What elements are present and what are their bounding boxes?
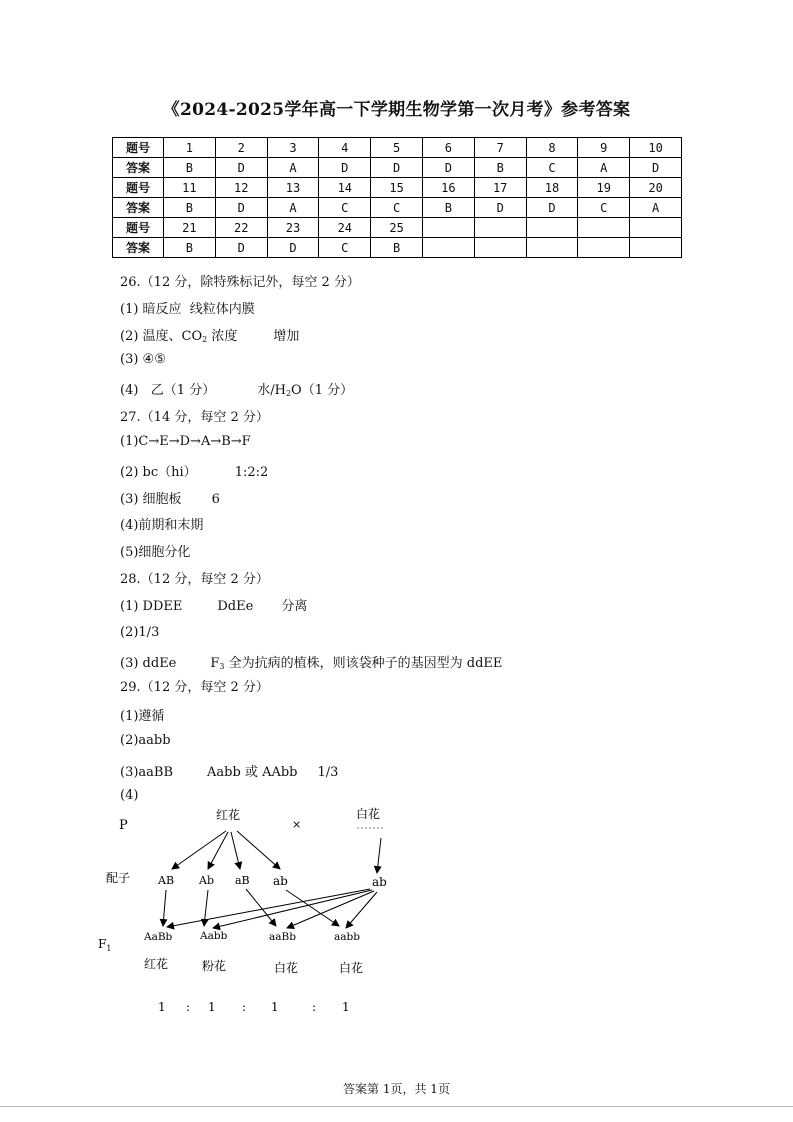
arrow-p1-Ab [208,832,228,869]
answer-table-cell: C [319,238,371,258]
cross-sign: × [292,818,302,831]
answer-table-cell: 17 [474,178,526,198]
answer-table-cell: A [578,158,630,178]
ratio-sep-3: : [312,1000,317,1014]
arrow-p1-ab [237,831,280,869]
gamete-aB: aB [235,874,250,887]
q26-answer-4-c: O（1 分） [291,383,354,398]
page-title: 《2024-2025学年高一下学期生物学第一次月考》参考答案 [162,100,631,120]
q26-answer-4-sub: 2 [285,389,292,398]
q27-answer-2-b: 1:2:2 [234,465,269,480]
answer-table-cell: D [371,158,423,178]
answer-table-cell: 13 [267,178,319,198]
q29-heading: 29.（12 分，每空 2 分） [120,680,269,695]
offspring-aabb: aabb [334,931,360,943]
arrow-ab-aabb [286,890,339,926]
answer-table-cell: 8 [526,138,578,158]
q29-answer-2: (2)aabb [120,733,171,748]
q29-answer-3-a: (3)aaBB [120,765,174,780]
q28-heading: 28.（12 分，每空 2 分） [120,572,269,587]
answer-table-cell: 11 [164,178,216,198]
arrow-Ab-Aabb [204,890,208,926]
answer-table-row-label: 答案 [113,158,164,178]
answer-table-cell: D [267,238,319,258]
arrow-AB-AaBb [163,890,166,926]
answer-table-cell: B [422,198,474,218]
f1-label-sub: 1 [106,944,112,953]
q29-answer-3-c: 1/3 [317,765,339,780]
arrow-p1-aB [231,832,240,869]
q26-answer-3: (3) ④⑤ [120,352,166,367]
q26-answer-4-a: (4) 乙（1 分） [120,383,216,398]
answer-table-cell: C [526,158,578,178]
answer-table-cell: 20 [630,178,682,198]
q29-answer-3-b: Aabb 或 AAbb [207,765,298,780]
q27-answer-1: (1)C→E→D→A→B→F [120,434,251,449]
q26-answer-2-tail: 浓度 [207,329,238,344]
q27-answer-3-b: 6 [211,492,220,507]
answer-table-cell: B [164,158,216,178]
ratio-sep-1: : [186,1000,191,1014]
gamete-Ab: Ab [199,874,214,887]
ratio-2: 1 [208,1000,216,1014]
answer-table-cell: 21 [164,218,216,238]
parent2-phenotype: 白花 [356,807,381,821]
answer-table-cell: 1 [164,138,216,158]
ratio-3: 1 [271,1000,279,1014]
answer-table-cell: 19 [578,178,630,198]
answer-table-cell: D [630,158,682,178]
answer-table-cell: 22 [215,218,267,238]
answer-table-cell: 5 [371,138,423,158]
q27-heading: 27.（14 分，每空 2 分） [120,410,269,425]
answer-table-cell: A [267,158,319,178]
q28-answer-2: (2)1/3 [120,625,160,640]
answer-table-cell: 4 [319,138,371,158]
parent1-phenotype: 红花 [216,808,241,822]
arrow-p2ab-AaBb [167,889,370,927]
q29-answer-4: (4) [120,788,139,803]
answer-table-cell: C [319,198,371,218]
answer-table-cell: 25 [371,218,423,238]
phenotype-3: 白花 [274,961,299,975]
f1-label [98,937,111,953]
q28-answer-3-a: (3) ddEe [120,656,177,671]
gamete-AB: AB [158,874,175,887]
answer-table-cell: 14 [319,178,371,198]
answer-table-cell: 7 [474,138,526,158]
q28-answer-3-c: 全为抗病的植株，则该袋种子的基因型为 ddEE [224,656,503,671]
q28-answer-3-sub: 3 [219,662,225,671]
answer-table-cell: C [371,198,423,218]
answer-table-row-label: 题号 [113,218,164,238]
answer-table-cell: D [215,238,267,258]
gamete-ab-parent2: ab [372,875,387,889]
answer-table-cell: 18 [526,178,578,198]
p-label: P [119,818,128,833]
answer-table-cell: 12 [215,178,267,198]
answer-table-cell: 15 [371,178,423,198]
answer-table-cell: B [164,238,216,258]
q26-answer-2-sub: 2 [202,335,208,344]
answer-table-row-label: 答案 [113,198,164,218]
q28-answer-1-a: (1) DDEE [120,599,183,614]
bottom-rule [0,1106,793,1107]
answer-table-cell: A [267,198,319,218]
answer-table-cell: 24 [319,218,371,238]
answer-table-cell: D [215,198,267,218]
q27-answer-5: (5)细胞分化 [120,545,191,560]
answer-table-cell: D [422,158,474,178]
ratio-sep-2: : [242,1000,247,1014]
answer-table-cell: 16 [422,178,474,198]
q27-answer-3-a: (3) 细胞板 [120,492,182,507]
answer-table-cell: 10 [630,138,682,158]
q28-answer-3-b: F [210,656,220,671]
answer-table-cell: B [164,198,216,218]
q29-answer-1: (1)遵循 [120,709,165,724]
answer-table-cell: D [319,158,371,178]
answer-table-row-label: 题号 [113,178,164,198]
arrow-p2-ab [377,838,381,873]
answer-table-cell: 9 [578,138,630,158]
answer-table-cell: B [371,238,423,258]
phenotype-1: 红花 [144,957,169,971]
gamete-ab-parent1: ab [273,874,288,888]
q28-answer-1-b: DdEe [217,599,254,614]
answer-table-cell: D [474,198,526,218]
answer-table-cell: 2 [215,138,267,158]
arrow-p2ab-aabb [346,892,377,928]
answer-table-cell: 6 [422,138,474,158]
answer-table-cell: B [474,158,526,178]
q26-heading: 26.（12 分，除特殊标记外，每空 2 分） [120,275,360,290]
phenotype-4: 白花 [339,961,364,975]
q28-answer-1-c: 分离 [281,599,308,614]
offspring-Aabb: Aabb [200,930,228,942]
arrow-p2ab-Aabb [213,890,372,928]
ratio-1: 1 [158,1000,166,1014]
answer-table-cell: D [526,198,578,218]
answer-table-cell: D [215,158,267,178]
q26-answer-2-text: (2) 温度、CO [120,329,203,344]
answer-table-row-label: 题号 [113,138,164,158]
answer-table-cell: 3 [267,138,319,158]
q26-answer-2-extra: 增加 [273,329,300,344]
ratio-4: 1 [342,1000,350,1014]
gamete-label: 配子 [106,871,131,885]
answer-table-cell: A [630,198,682,218]
q26-answer-1: (1) 暗反应 线粒体内膜 [120,302,255,317]
q27-answer-2-a: (2) bc（hi） [120,465,197,480]
phenotype-2: 粉花 [202,959,227,973]
answer-table-cell: 23 [267,218,319,238]
q26-answer-4-b: 水/H [257,383,286,398]
page-footer: 答案第 1页，共 1页 [343,1082,450,1096]
offspring-aaBb: aaBb [269,931,296,943]
answer-table-cell: C [578,198,630,218]
offspring-AaBb: AaBb [144,931,173,943]
q27-answer-4: (4)前期和末期 [120,518,204,533]
answer-table-row-label: 答案 [113,238,164,258]
f1-label-main: F [98,937,107,951]
